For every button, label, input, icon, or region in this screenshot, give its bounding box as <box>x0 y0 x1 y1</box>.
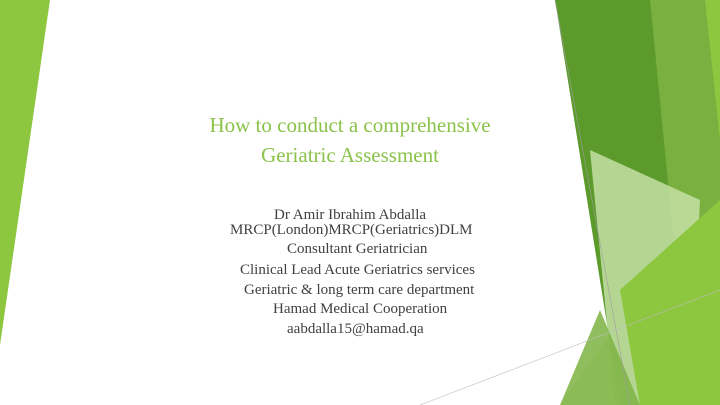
author-role: Clinical Lead Acute Geriatrics services <box>240 262 475 278</box>
author-email: aabdalla15@hamad.qa <box>287 321 424 337</box>
title-line-1: How to conduct a comprehensive <box>209 113 491 137</box>
author-position: Consultant Geriatrician <box>287 241 428 257</box>
author-name: Dr Amir Ibrahim Abdalla <box>274 207 427 223</box>
author-credentials: MRCP(London)MRCP(Geriatrics)DLM <box>230 222 473 238</box>
title-line-2: Geriatric Assessment <box>261 143 439 167</box>
author-department: Geriatric & long term care department <box>244 282 475 298</box>
author-organization: Hamad Medical Cooperation <box>273 301 448 317</box>
